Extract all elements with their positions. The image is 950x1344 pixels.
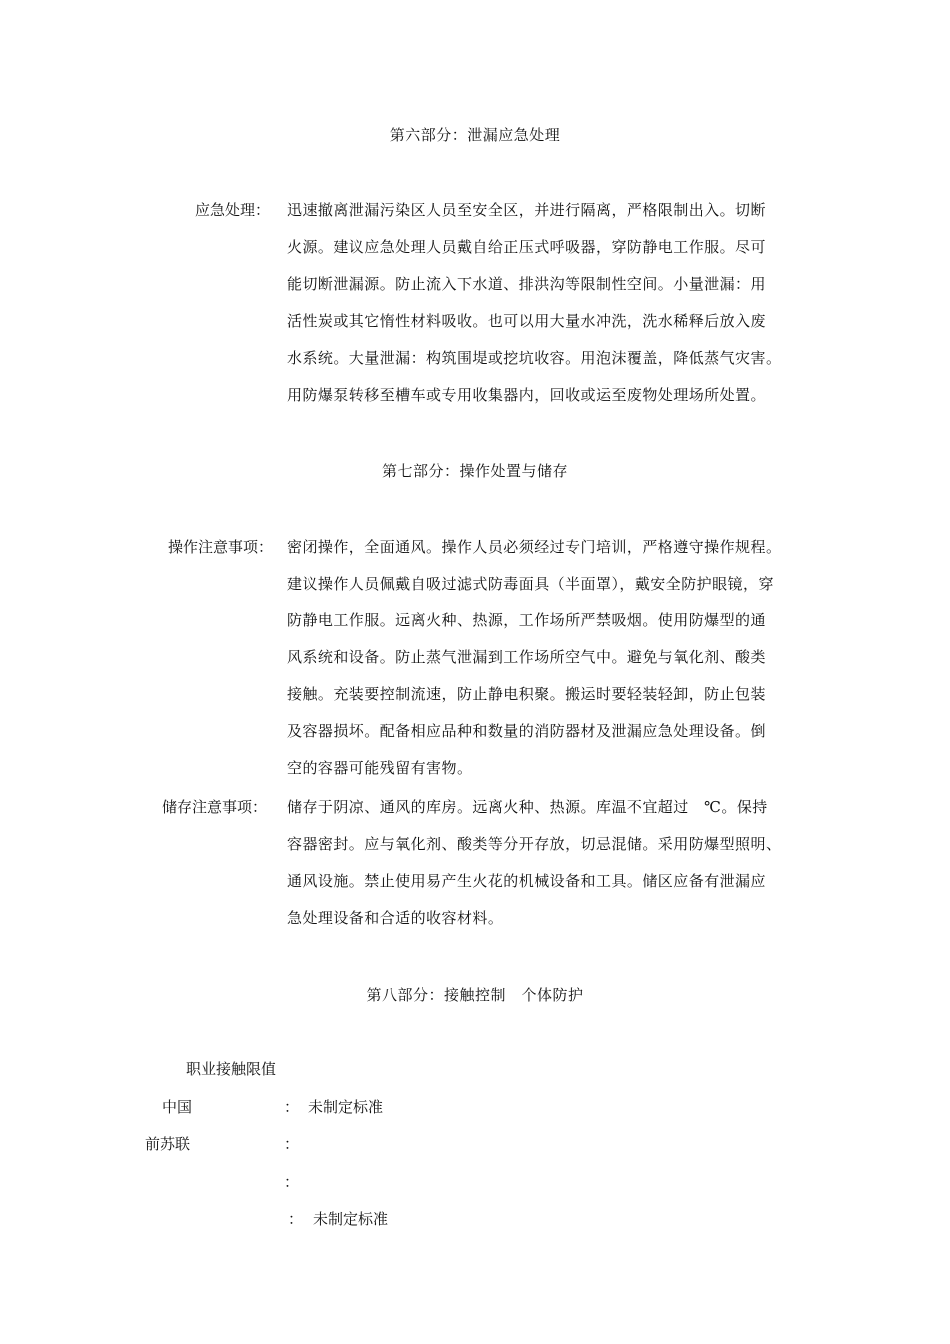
emergency-line: 迅速撤离泄漏污染区人员至安全区，并进行隔离，严格限制出入。切断 — [287, 201, 766, 219]
operation-line: 空的容器可能残留有害物。 — [287, 759, 473, 777]
operation-line: 接触。充装要控制流速，防止静电积聚。搬运时要轻装轻卸，防止包装 — [287, 685, 766, 703]
operation-line: 及容器损坏。配备相应品种和数量的消防器材及泄漏应急处理设备。倒 — [287, 722, 766, 740]
section-7-title: 第七部分：操作处置与储存 — [381, 462, 568, 480]
storage-line: 储存于阴凉、通风的库房。远离火种、热源。库温不宜超过 ℃。保持 — [287, 798, 768, 816]
emergency-line: 用防爆泵转移至槽车或专用收集器内，回收或运至废物处理场所处置。 — [287, 386, 766, 404]
emergency-label: 应急处理： — [195, 201, 271, 219]
section-8-title: 第八部分：接触控制 个体防护 — [366, 986, 584, 1004]
operation-line: 防静电工作服。远离火种、热源，工作场所严禁吸烟。使用防爆型的通 — [287, 611, 766, 629]
exposure-limits-heading: 职业接触限值 — [186, 1060, 277, 1078]
storage-line: 通风设施。禁止使用易产生火花的机械设备和工具。储区应备有泄漏应 — [287, 872, 766, 890]
row3-colon: ： — [284, 1173, 300, 1191]
ussr-colon: ： — [284, 1135, 300, 1153]
china-colon: ： — [284, 1098, 300, 1116]
emergency-line: 水系统。大量泄漏：构筑围堤或挖坑收容。用泡沫覆盖，降低蒸气灾害。 — [287, 349, 782, 367]
emergency-line: 活性炭或其它惰性材料吸收。也可以用大量水冲洗，洗水稀释后放入废 — [287, 312, 766, 330]
emergency-line: 能切断泄漏源。防止流入下水道、排洪沟等限制性空间。小量泄漏：用 — [287, 275, 766, 293]
operation-line: 密闭操作，全面通风。操作人员必须经过专门培训，严格遵守操作规程。 — [287, 538, 782, 556]
operation-line: 风系统和设备。防止蒸气泄漏到工作场所空气中。避免与氧化剂、酸类 — [287, 648, 766, 666]
operation-line: 建议操作人员佩戴自吸过滤式防毒面具（半面罩），戴安全防护眼镜，穿 — [287, 575, 774, 593]
section-6-title: 第六部分：泄漏应急处理 — [389, 126, 561, 144]
ussr-label: 前苏联 — [145, 1135, 191, 1153]
operation-label: 操作注意事项： — [168, 538, 274, 556]
china-label: 中国 — [162, 1098, 193, 1116]
emergency-line: 火源。建议应急处理人员戴自给正压式呼吸器，穿防静电工作服。尽可 — [287, 238, 766, 256]
row4-value: 未制定标准 — [313, 1210, 389, 1228]
row4-colon: ： — [288, 1210, 304, 1228]
storage-label: 储存注意事项： — [162, 798, 268, 816]
storage-line: 急处理设备和合适的收容材料。 — [287, 909, 504, 927]
china-value: 未制定标准 — [308, 1098, 384, 1116]
storage-line: 容器密封。应与氧化剂、酸类等分开存放，切忌混储。采用防爆型照明、 — [287, 835, 782, 853]
